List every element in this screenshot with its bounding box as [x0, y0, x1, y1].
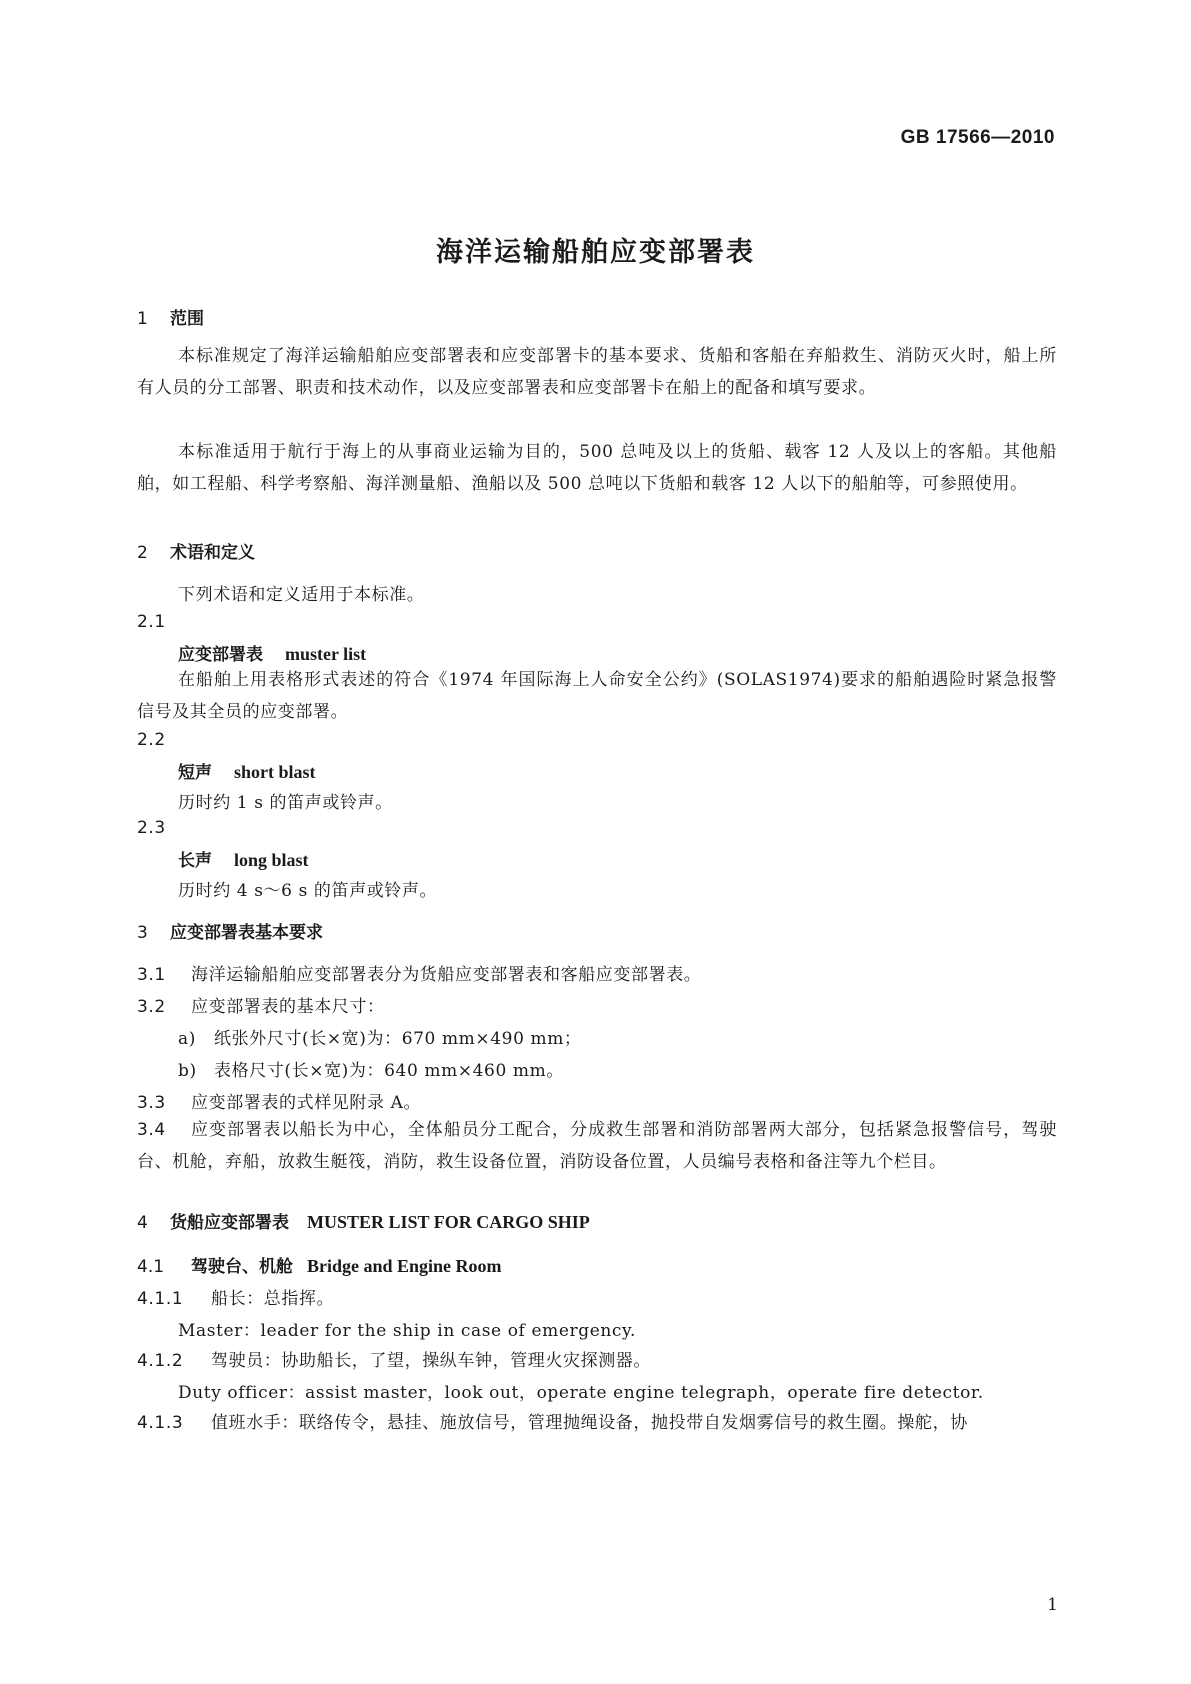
- section-title: 货船应变部署表: [170, 1213, 289, 1233]
- term-definition: 在船舶上用表格形式表述的符合《1974 年国际海上人命安全公约》(SOLAS1974)要求的船舶遇险时紧急报警信号及其全员的应变部署。: [137, 670, 1057, 722]
- term-en: muster list: [285, 644, 367, 664]
- clause-text: 应变部署表的式样见附录 A。: [191, 1093, 422, 1113]
- term-cn: 短声: [178, 763, 212, 783]
- list-label: b): [178, 1061, 197, 1081]
- clause: [137, 960, 701, 985]
- clause-text: 驾驶员：协助船长，了望，操纵车钟，管理火灾探测器。: [211, 1351, 651, 1371]
- paragraph: 本标准适用于航行于海上的从事商业运输为目的，500 总吨及以上的货船、载客 12 人及以上的客船。其他船舶，如工程船、科学考察船、海洋测量船、渔船以及 500 总吨以下货船和载客 12 人以下的船舶等，可参照使用。: [137, 442, 1057, 494]
- section-number: 4: [137, 1213, 148, 1233]
- term-heading: [178, 640, 366, 665]
- clause-text: 海洋运输船舶应变部署表分为货船应变部署表和客船应变部署表。: [191, 965, 702, 985]
- clause: [137, 1088, 421, 1113]
- clause-text: 应变部署表的基本尺寸：: [191, 997, 385, 1017]
- clause-number: 4.1: [137, 1257, 165, 1277]
- list-label: a): [178, 1029, 196, 1049]
- standard-code: GB 17566—2010: [900, 127, 1055, 148]
- section-3-heading: [137, 918, 323, 943]
- clause-text: 值班水手：联络传令，悬挂、施放信号，管理抛绳设备，抛投带自发烟雾信号的救生圈。操舵，协: [211, 1413, 968, 1433]
- list-item: [178, 1024, 582, 1049]
- paragraph: 本标准规定了海洋运输船舶应变部署表和应变部署卡的基本要求、货船和客船在弃船救生、消防灭火时，船上所有人员的分工部署、职责和技术动作，以及应变部署表和应变部署卡在船上的配备和填写要求。: [137, 346, 1057, 398]
- clause-text-en: Duty officer：assist master，look out，operate engine telegraph，operate fire detector.: [178, 1383, 984, 1403]
- section-number: 3: [137, 923, 148, 943]
- term-heading: [178, 846, 309, 871]
- clause: [137, 1346, 651, 1371]
- clause-text: 船长：总指挥。: [211, 1289, 335, 1309]
- clause-number: 2.1: [137, 612, 166, 632]
- clause-text: 应变部署表以船长为中心，全体船员分工配合，分成救生部署和消防部署两大部分，包括紧急报警信号，驾驶台、机舱，弃船，放救生艇筏，消防，救生设备位置，消防设备位置，人员编号表格和备注等九个栏目。: [137, 1120, 1057, 1172]
- section-number: 2: [137, 543, 148, 563]
- clause: [137, 992, 385, 1017]
- clause-number: 4.1.3: [137, 1413, 184, 1433]
- clause-number: 2.2: [137, 730, 166, 750]
- list-text: 表格尺寸(长×宽)为：640 mm×460 mm。: [214, 1061, 564, 1081]
- subsection-cn: 驾驶台、机舱: [191, 1257, 293, 1277]
- page-number: 1: [1047, 1595, 1058, 1615]
- section-2-heading: [137, 538, 255, 563]
- term-cn: 应变部署表: [178, 645, 263, 665]
- section-number: 1: [137, 309, 148, 329]
- clause-text-en: Master：leader for the ship in case of emergency.: [178, 1321, 636, 1341]
- term-definition: 历时约 4 s～6 s 的笛声或铃声。: [178, 881, 438, 901]
- section-1-heading: [137, 304, 204, 329]
- term-heading: [178, 758, 316, 783]
- term-en: long blast: [234, 850, 309, 870]
- section-title: 范围: [170, 309, 204, 329]
- clause-number: 2.3: [137, 818, 166, 838]
- term-definition: 历时约 1 s 的笛声或铃声。: [178, 793, 393, 813]
- section-4-heading: [137, 1208, 590, 1233]
- term-en: short blast: [234, 762, 316, 782]
- list-text: 纸张外尺寸(长×宽)为：670 mm×490 mm；: [214, 1029, 582, 1049]
- page-title: 海洋运输船舶应变部署表: [436, 237, 755, 268]
- section-title: 应变部署表基本要求: [170, 923, 323, 943]
- paragraph: 下列术语和定义适用于本标准。: [178, 585, 425, 605]
- clause-number: 3.2: [137, 997, 166, 1017]
- list-item: [178, 1056, 564, 1081]
- clause: [137, 1408, 968, 1433]
- clause-number: 3.3: [137, 1093, 166, 1113]
- clause-number: 4.1.2: [137, 1351, 184, 1371]
- clause: [137, 1284, 334, 1309]
- clause-number: 3.4: [137, 1120, 166, 1140]
- section-title: 术语和定义: [170, 543, 255, 563]
- subsection-en: Bridge and Engine Room: [307, 1256, 502, 1276]
- term-cn: 长声: [178, 851, 212, 871]
- subsection-heading: [137, 1252, 502, 1277]
- section-title-en: MUSTER LIST FOR CARGO SHIP: [307, 1212, 590, 1232]
- clause-number: 4.1.1: [137, 1289, 184, 1309]
- clause-number: 3.1: [137, 965, 166, 985]
